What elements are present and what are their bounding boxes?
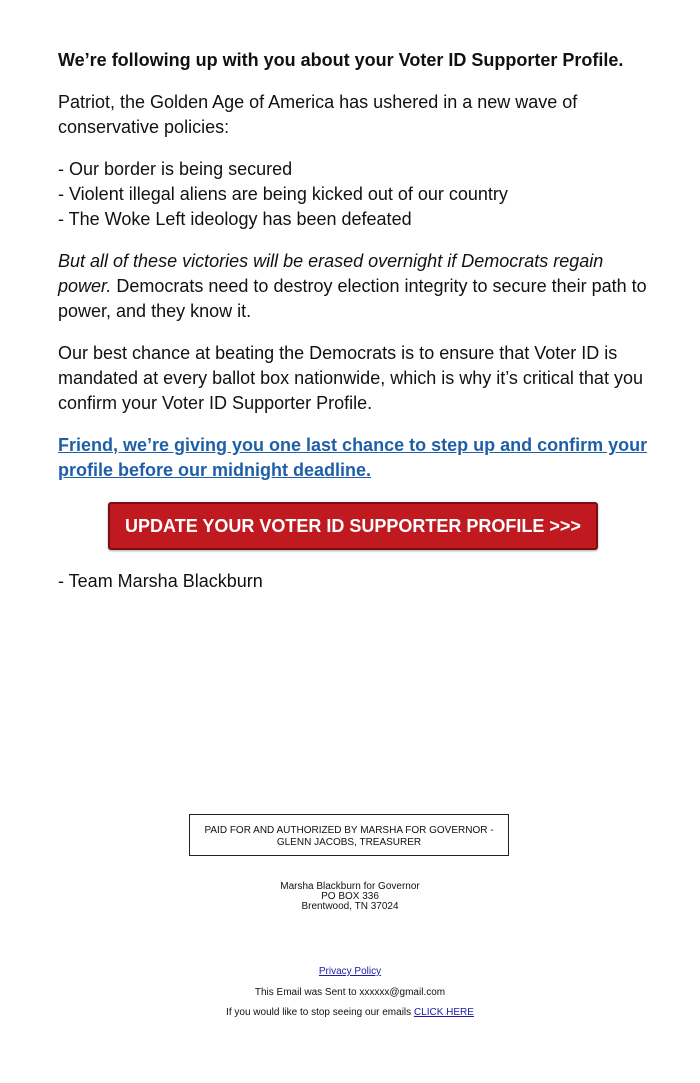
unsubscribe-link[interactable]: CLICK HERE [413,1007,474,1018]
update-profile-button[interactable]: UPDATE YOUR VOTER ID SUPPORTER PROFILE >>> [108,502,598,550]
list-item: - Violent illegal aliens are being kicked out of our country [58,184,508,204]
address-line: Marsha Blackburn for Governor [280,881,420,892]
signoff: - Team Marsha Blackburn [58,571,263,591]
cta-button-container [58,502,648,550]
email-body [58,48,648,594]
sent-to-notice: This Email was Sent to xxxxxx@gmail.com [254,987,446,998]
policy-list [58,157,648,232]
list-item: - The Woke Left ideology has been defeated [58,209,412,229]
unsubscribe-row [100,1007,600,1019]
address-line: PO BOX 336 [321,891,379,902]
address-line: Brentwood, TN 37024 [301,901,399,912]
privacy-policy-link[interactable]: Privacy Policy [318,966,382,977]
list-item: - Our border is being secured [58,159,293,179]
best-chance-paragraph: Our best chance at beating the Democrats is to ensure that Voter ID is mandated at every ballot box nationwide, which is why it’s critical that you confirm your Voter ID Supporter Profile. [58,343,643,413]
paid-for-disclaimer: PAID FOR AND AUTHORIZED BY MARSHA FOR GOVERNOR - GLENN JACOBS, TREASURER [189,814,509,856]
intro-paragraph: Patriot, the Golden Age of America has ushered in a new wave of conservative policies: [58,92,578,137]
privacy-row [100,966,600,978]
email-heading: We’re following up with you about your Voter ID Supporter Profile. [58,50,624,70]
warning-text: Democrats need to destroy election integrity to secure their path to power, and they know it. [58,276,647,321]
warning-italic-text: But all of these victories will be erased overnight if Democrats regain power. [58,251,604,296]
warning-paragraph [58,249,648,324]
unsubscribe-text: If you would like to stop seeing our emails [226,1007,414,1018]
confirm-profile-link[interactable]: Friend, we’re giving you one last chance to step up and confirm your profile before our midnight deadline. [58,435,648,480]
mailing-address [200,882,500,912]
